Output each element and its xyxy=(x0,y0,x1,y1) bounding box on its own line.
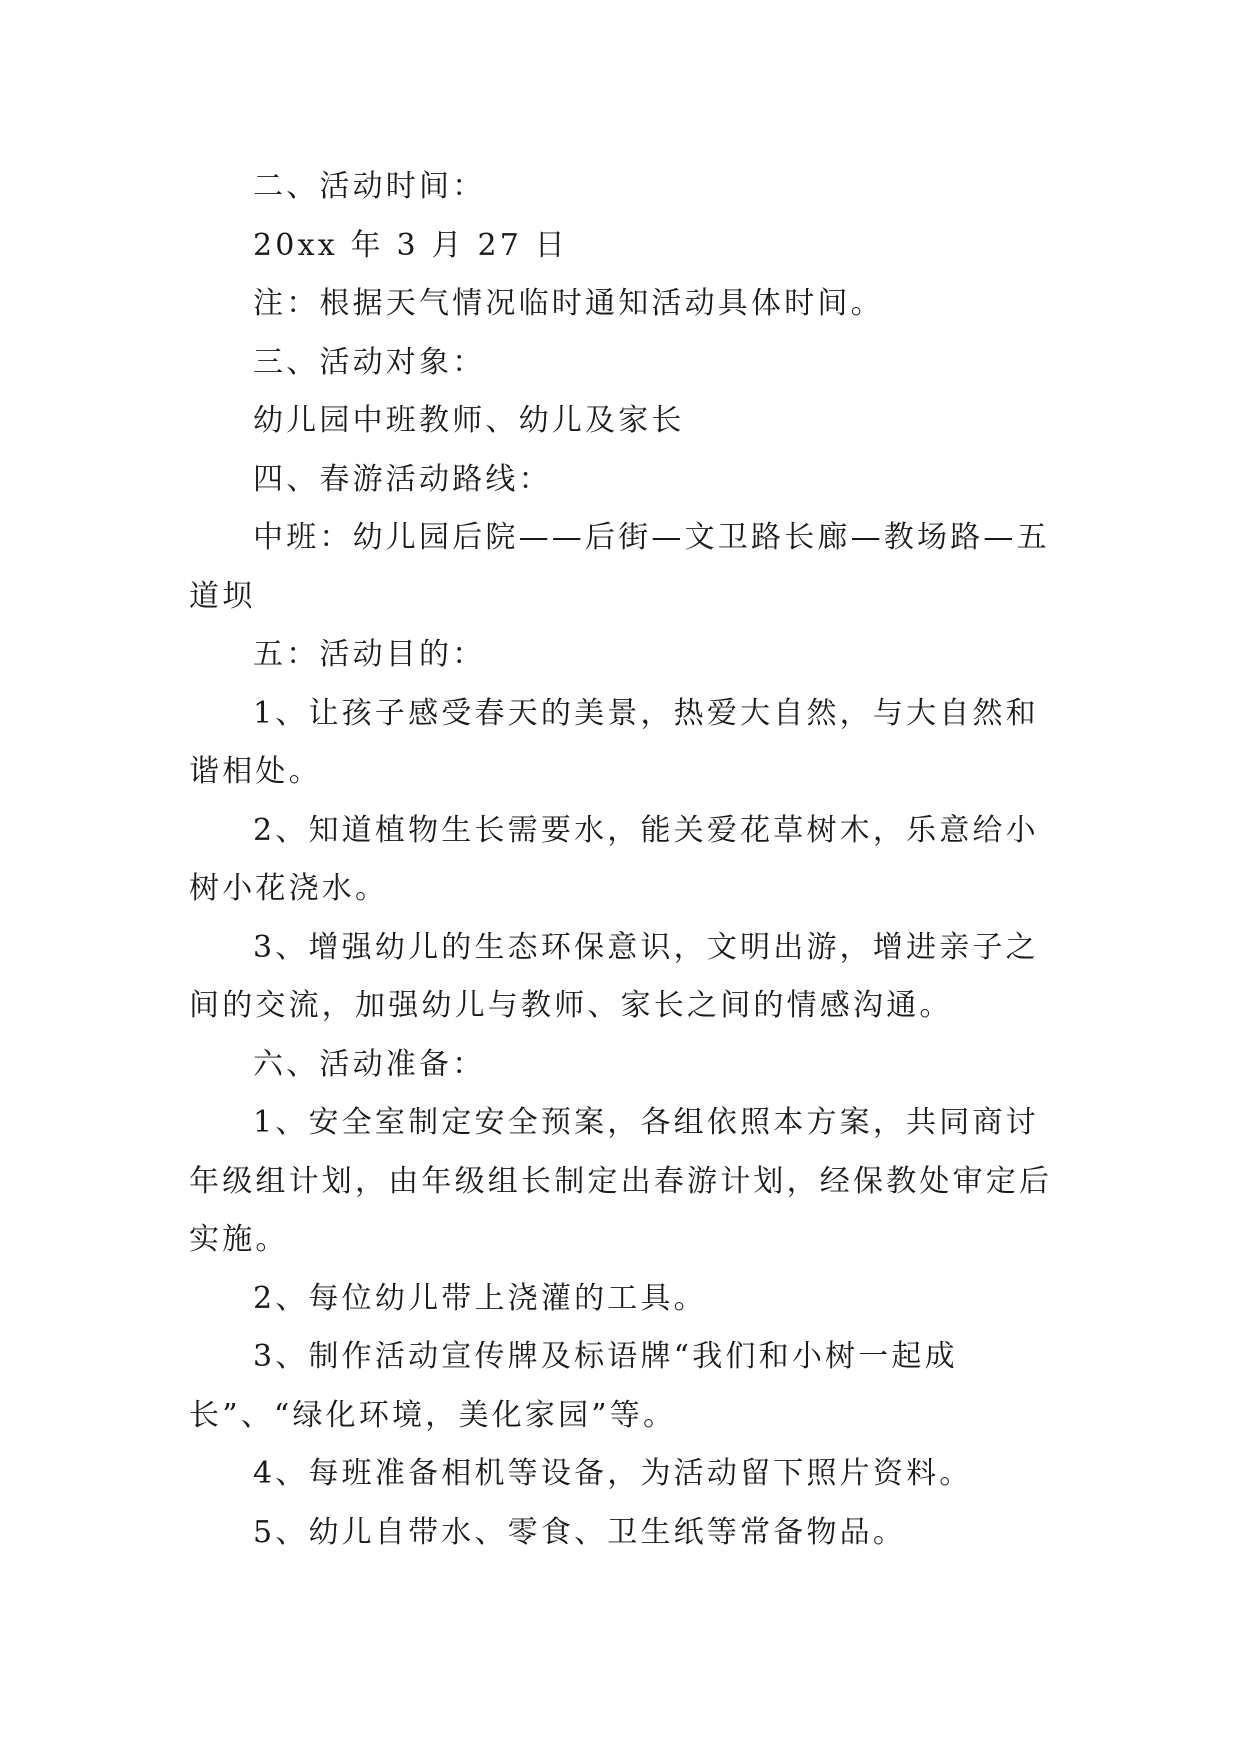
preparation-item-2: 2、每位幼儿带上浇灌的工具。 xyxy=(253,1280,707,1316)
section-heading-route: 四、春游活动路线： xyxy=(253,461,552,497)
section-heading-participants: 三、活动对象： xyxy=(253,344,486,380)
preparation-item-3: 3、制作活动宣传牌及标语牌“我们和小树一起成长”、“绿化环境，美化家园”等。 xyxy=(189,1339,958,1433)
purpose-item-2: 2、知道植物生长需要水，能关爱花草树木，乐意给小树小花浇水。 xyxy=(189,812,1039,906)
section-heading-preparation: 六、活动准备： xyxy=(253,1046,486,1082)
preparation-item-1: 1、安全室制定安全预案，各组依照本方案，共同商讨年级组计划，由年级组长制定出春游计划，经保教处审定后实施。 xyxy=(189,1105,1053,1257)
date-note: 注：根据天气情况临时通知活动具体时间。 xyxy=(253,286,884,321)
section-heading-activity-time: 二、活动时间： xyxy=(253,169,486,204)
purpose-item-1: 1、让孩子感受春天的美景，热爱大自然，与大自然和谐相处。 xyxy=(189,695,1039,789)
purpose-item-3: 3、增强幼儿的生态环保意识，文明出游，增进亲子之间的交流，加强幼儿与教师、家长之间的情感沟通。 xyxy=(189,929,1039,1023)
document-body xyxy=(189,158,1059,1562)
preparation-item-5: 5、幼儿自带水、零食、卫生纸等常备物品。 xyxy=(253,1514,907,1550)
participants-text: 幼儿园中班教师、幼儿及家长 xyxy=(253,403,685,438)
route-text: 中班：幼儿园后院——后街—文卫路长廊—教场路—五道坝 xyxy=(189,520,1050,614)
activity-date: 20xx 年 3 月 27 日 xyxy=(253,227,568,263)
section-heading-purpose: 五：活动目的： xyxy=(253,637,486,672)
preparation-item-4: 4、每班准备相机等设备，为活动留下照片资料。 xyxy=(253,1456,973,1491)
